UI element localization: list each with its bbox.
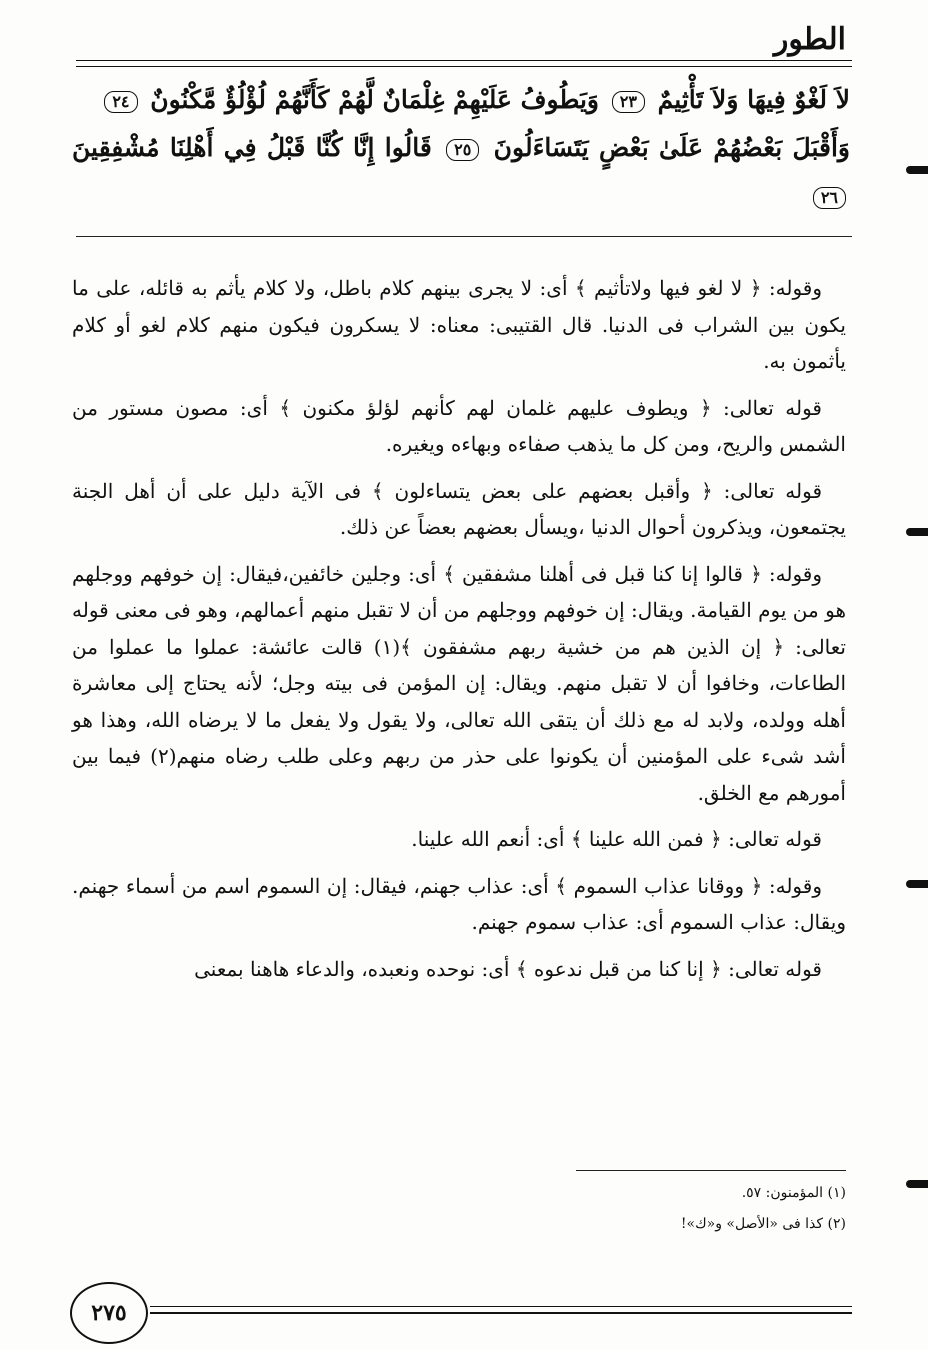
verse-26-number: ٢٦: [813, 187, 846, 209]
commentary-paragraph: وقوله: ﴿ ووقانا عذاب السموم ﴾ أى: عذاب جهنم، فيقال: إن السموم اسم من أسماء جهنم. ويقال: عذاب السموم أى: عذاب سموم جهنم.: [72, 873, 846, 934]
verse-24-text: وَيَطُوفُ عَلَيْهِمْ غِلْمَانٌ لَّهُمْ كَأَنَّهُمْ لُؤْلُؤٌ مَّكْنُونٌ: [150, 85, 600, 114]
verse-26-text: قَالُوا إِنَّا كُنَّا قَبْلُ فِي أَهْلِنَا مُشْفِقِينَ: [72, 133, 432, 162]
verse-line-2: [72, 124, 850, 220]
commentary-paragraph: قوله تعالى: ﴿ ويطوف عليهم غلمان لهم كأنهم لؤلؤ مكنون ﴾ أى: مصون مستور من الشمس والريح، ومن كل ما يذهب صفاءه وبهاءه ويغيره.: [72, 395, 846, 456]
commentary-paragraph: قوله تعالى: ﴿ وأقبل بعضهم على بعض يتساءلون ﴾ فى الآية دليل على أن أهل الجنة يجتمعون، ويذكرون أحوال الدنيا ،ويسأل بعضهم بعضاً عن ذلك.: [72, 478, 846, 539]
commentary-paragraph: قوله تعالى: ﴿ إنا كنا من قبل ندعوه ﴾ أى: نوحده ونعبده، والدعاء هاهنا بمعنى: [194, 956, 822, 981]
verse-23-number: ٢٣: [612, 91, 645, 113]
commentary-body: [72, 270, 846, 997]
footer-rule-thin: [150, 1306, 852, 1307]
footnote-2: (٢) كذا فى «الأصل» و«ك»!: [680, 1216, 846, 1232]
edge-mark: [906, 1180, 928, 1188]
verse-25-text: وَأَقْبَلَ بَعْضُهُمْ عَلَىٰ بَعْضٍ يَتَسَاءَلُونَ: [493, 133, 850, 162]
commentary-paragraph: قوله تعالى: ﴿ فمن الله علينا ﴾ أى: أنعم الله علينا.: [411, 827, 822, 851]
verse-23-text: لاَ لَغْوٌ فِيهَا وَلاَ تَأْثِيمٌ: [657, 85, 850, 114]
verse-24-number: ٢٤: [104, 91, 137, 113]
footnotes: [300, 1178, 846, 1240]
quran-verses: [72, 76, 850, 220]
commentary-paragraph: وقوله: ﴿ لا لغو فيها ولاتأثيم ﴾ أى: لا يجرى بينهم كلام باطل، ولا كلام يأثم به قائله، على ما يكون بين الشراب فى الدنيا. قال القتيبى: معناه: لا يسكرون فيكون منهم كلام لغو أو كلام يأثمون به.: [72, 276, 846, 373]
verse-25-number: ٢٥: [446, 139, 479, 161]
header-rule-thick: [76, 60, 852, 61]
edge-mark: [906, 528, 928, 536]
edge-mark: [906, 166, 928, 174]
commentary-paragraph: وقوله: ﴿ قالوا إنا كنا قبل فى أهلنا مشفقين ﴾ أى: وجلين خائفين،فيقال: إن خوفهم ووجلهم هو من يوم القيامة. ويقال: إن خوفهم ووجلهم من أن لا تقبل منهم أعمالهم، وهو فى معنى قوله تعالى: ﴿ إن الذين هم من خشية ربهم مشفقون ﴾(١) قالت عائشة: عملوا ما عملوا من الطاعات، وخافوا أن لا تقبل منهم. ويقال: إن المؤمن فى بيته وجل؛ لأنه يحتاج إلى معاشرة أهله وولده، ولابد له مع ذلك أن يتقى الله تعالى، ولا يقول ولا يفعل ما لا يرضاه الله، وهذا هو أشد شىء على المؤمنين أن يكونوا على حذر من ربهم وعلى طلب رضاه منهم(٢) فيما بين أمورهم مع الخلق.: [72, 561, 846, 805]
footnote-rule: [576, 1170, 846, 1171]
page-number: ٢٧٥: [70, 1282, 148, 1344]
footnote-1: (١) المؤمنون: ٥٧.: [741, 1185, 846, 1201]
edge-mark: [906, 880, 928, 888]
surah-title: الطور: [773, 22, 846, 57]
footer-rule-thick: [150, 1312, 852, 1314]
verses-divider: [76, 236, 852, 237]
header-rule-thin: [76, 66, 852, 67]
verse-line-1: [72, 76, 850, 124]
